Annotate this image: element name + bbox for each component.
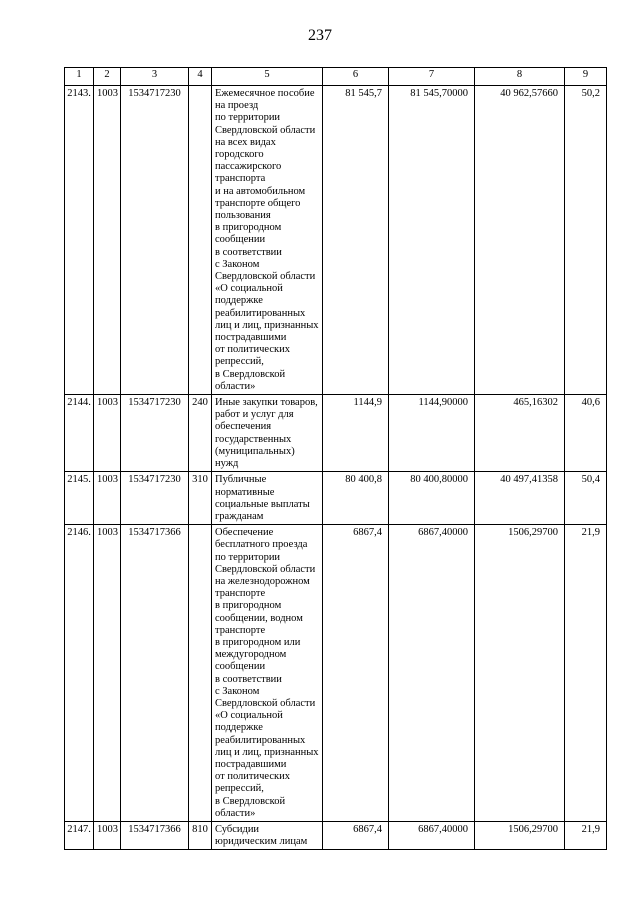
value-col6: 80 400,8 [323, 472, 389, 525]
value-col8: 40 497,41358 [475, 472, 565, 525]
budget-table [64, 67, 607, 850]
item-name: Иные закупки товаров, работ и услуг для обеспечения государственных (муниципальных) нужд [212, 395, 323, 472]
row-number: 2147. [65, 821, 94, 849]
header-cell: 5 [212, 68, 323, 86]
section-code: 1003 [94, 395, 121, 472]
row-number: 2146. [65, 525, 94, 822]
header-cell: 2 [94, 68, 121, 86]
expense-type-code [189, 525, 212, 822]
percent-col9: 21,9 [565, 821, 607, 849]
page-number: 237 [308, 27, 332, 44]
item-name: Обеспечение бесплатного проезда по территории Свердловской области на железнодорожном транспорте в пригородном сообщении, водном транспорте в пригородном или междугородном сообщении в соответствии с Законом Свердловской области «О социальной поддержке реабилитированных лиц и лиц, признанных пострадавшими от политических репрессий, в Свердловской области» [212, 525, 323, 822]
table-row [65, 525, 607, 822]
table-row [65, 472, 607, 525]
item-name: Ежемесячное пособие на проезд по территории Свердловской области на всех видах городского пассажирского транспорта и на автомобильном транспорте общего пользования в пригородном сообщении в соответствии с Законом Свердловской области «О социальной поддержке реабилитированных лиц и лиц, признанных пострадавшими от политических репрессий, в Свердловской области» [212, 86, 323, 395]
target-article-code: 1534717230 [121, 472, 189, 525]
table-row [65, 821, 607, 849]
value-col8: 1506,29700 [475, 821, 565, 849]
section-code: 1003 [94, 821, 121, 849]
row-number: 2143. [65, 86, 94, 395]
header-cell: 6 [323, 68, 389, 86]
target-article-code: 1534717366 [121, 525, 189, 822]
value-col8: 1506,29700 [475, 525, 565, 822]
percent-col9: 50,4 [565, 472, 607, 525]
header-cell: 1 [65, 68, 94, 86]
section-code: 1003 [94, 525, 121, 822]
value-col7: 81 545,70000 [389, 86, 475, 395]
value-col8: 40 962,57660 [475, 86, 565, 395]
value-col6: 6867,4 [323, 525, 389, 822]
target-article-code: 1534717230 [121, 86, 189, 395]
target-article-code: 1534717366 [121, 821, 189, 849]
value-col7: 6867,40000 [389, 821, 475, 849]
percent-col9: 40,6 [565, 395, 607, 472]
item-name: Публичные нормативные социальные выплаты гражданам [212, 472, 323, 525]
value-col7: 80 400,80000 [389, 472, 475, 525]
item-name: Субсидии юридическим лицам [212, 821, 323, 849]
expense-type-code: 240 [189, 395, 212, 472]
table-row [65, 395, 607, 472]
header-cell: 4 [189, 68, 212, 86]
value-col7: 6867,40000 [389, 525, 475, 822]
row-number: 2144. [65, 395, 94, 472]
value-col7: 1144,90000 [389, 395, 475, 472]
section-code: 1003 [94, 472, 121, 525]
table-row [65, 86, 607, 395]
header-cell: 3 [121, 68, 189, 86]
percent-col9: 50,2 [565, 86, 607, 395]
target-article-code: 1534717230 [121, 395, 189, 472]
expense-type-code: 310 [189, 472, 212, 525]
value-col6: 6867,4 [323, 821, 389, 849]
value-col6: 1144,9 [323, 395, 389, 472]
value-col6: 81 545,7 [323, 86, 389, 395]
expense-type-code: 810 [189, 821, 212, 849]
expense-type-code [189, 86, 212, 395]
header-cell: 9 [565, 68, 607, 86]
header-row [65, 68, 607, 86]
header-cell: 7 [389, 68, 475, 86]
percent-col9: 21,9 [565, 525, 607, 822]
value-col8: 465,16302 [475, 395, 565, 472]
row-number: 2145. [65, 472, 94, 525]
header-cell: 8 [475, 68, 565, 86]
section-code: 1003 [94, 86, 121, 395]
